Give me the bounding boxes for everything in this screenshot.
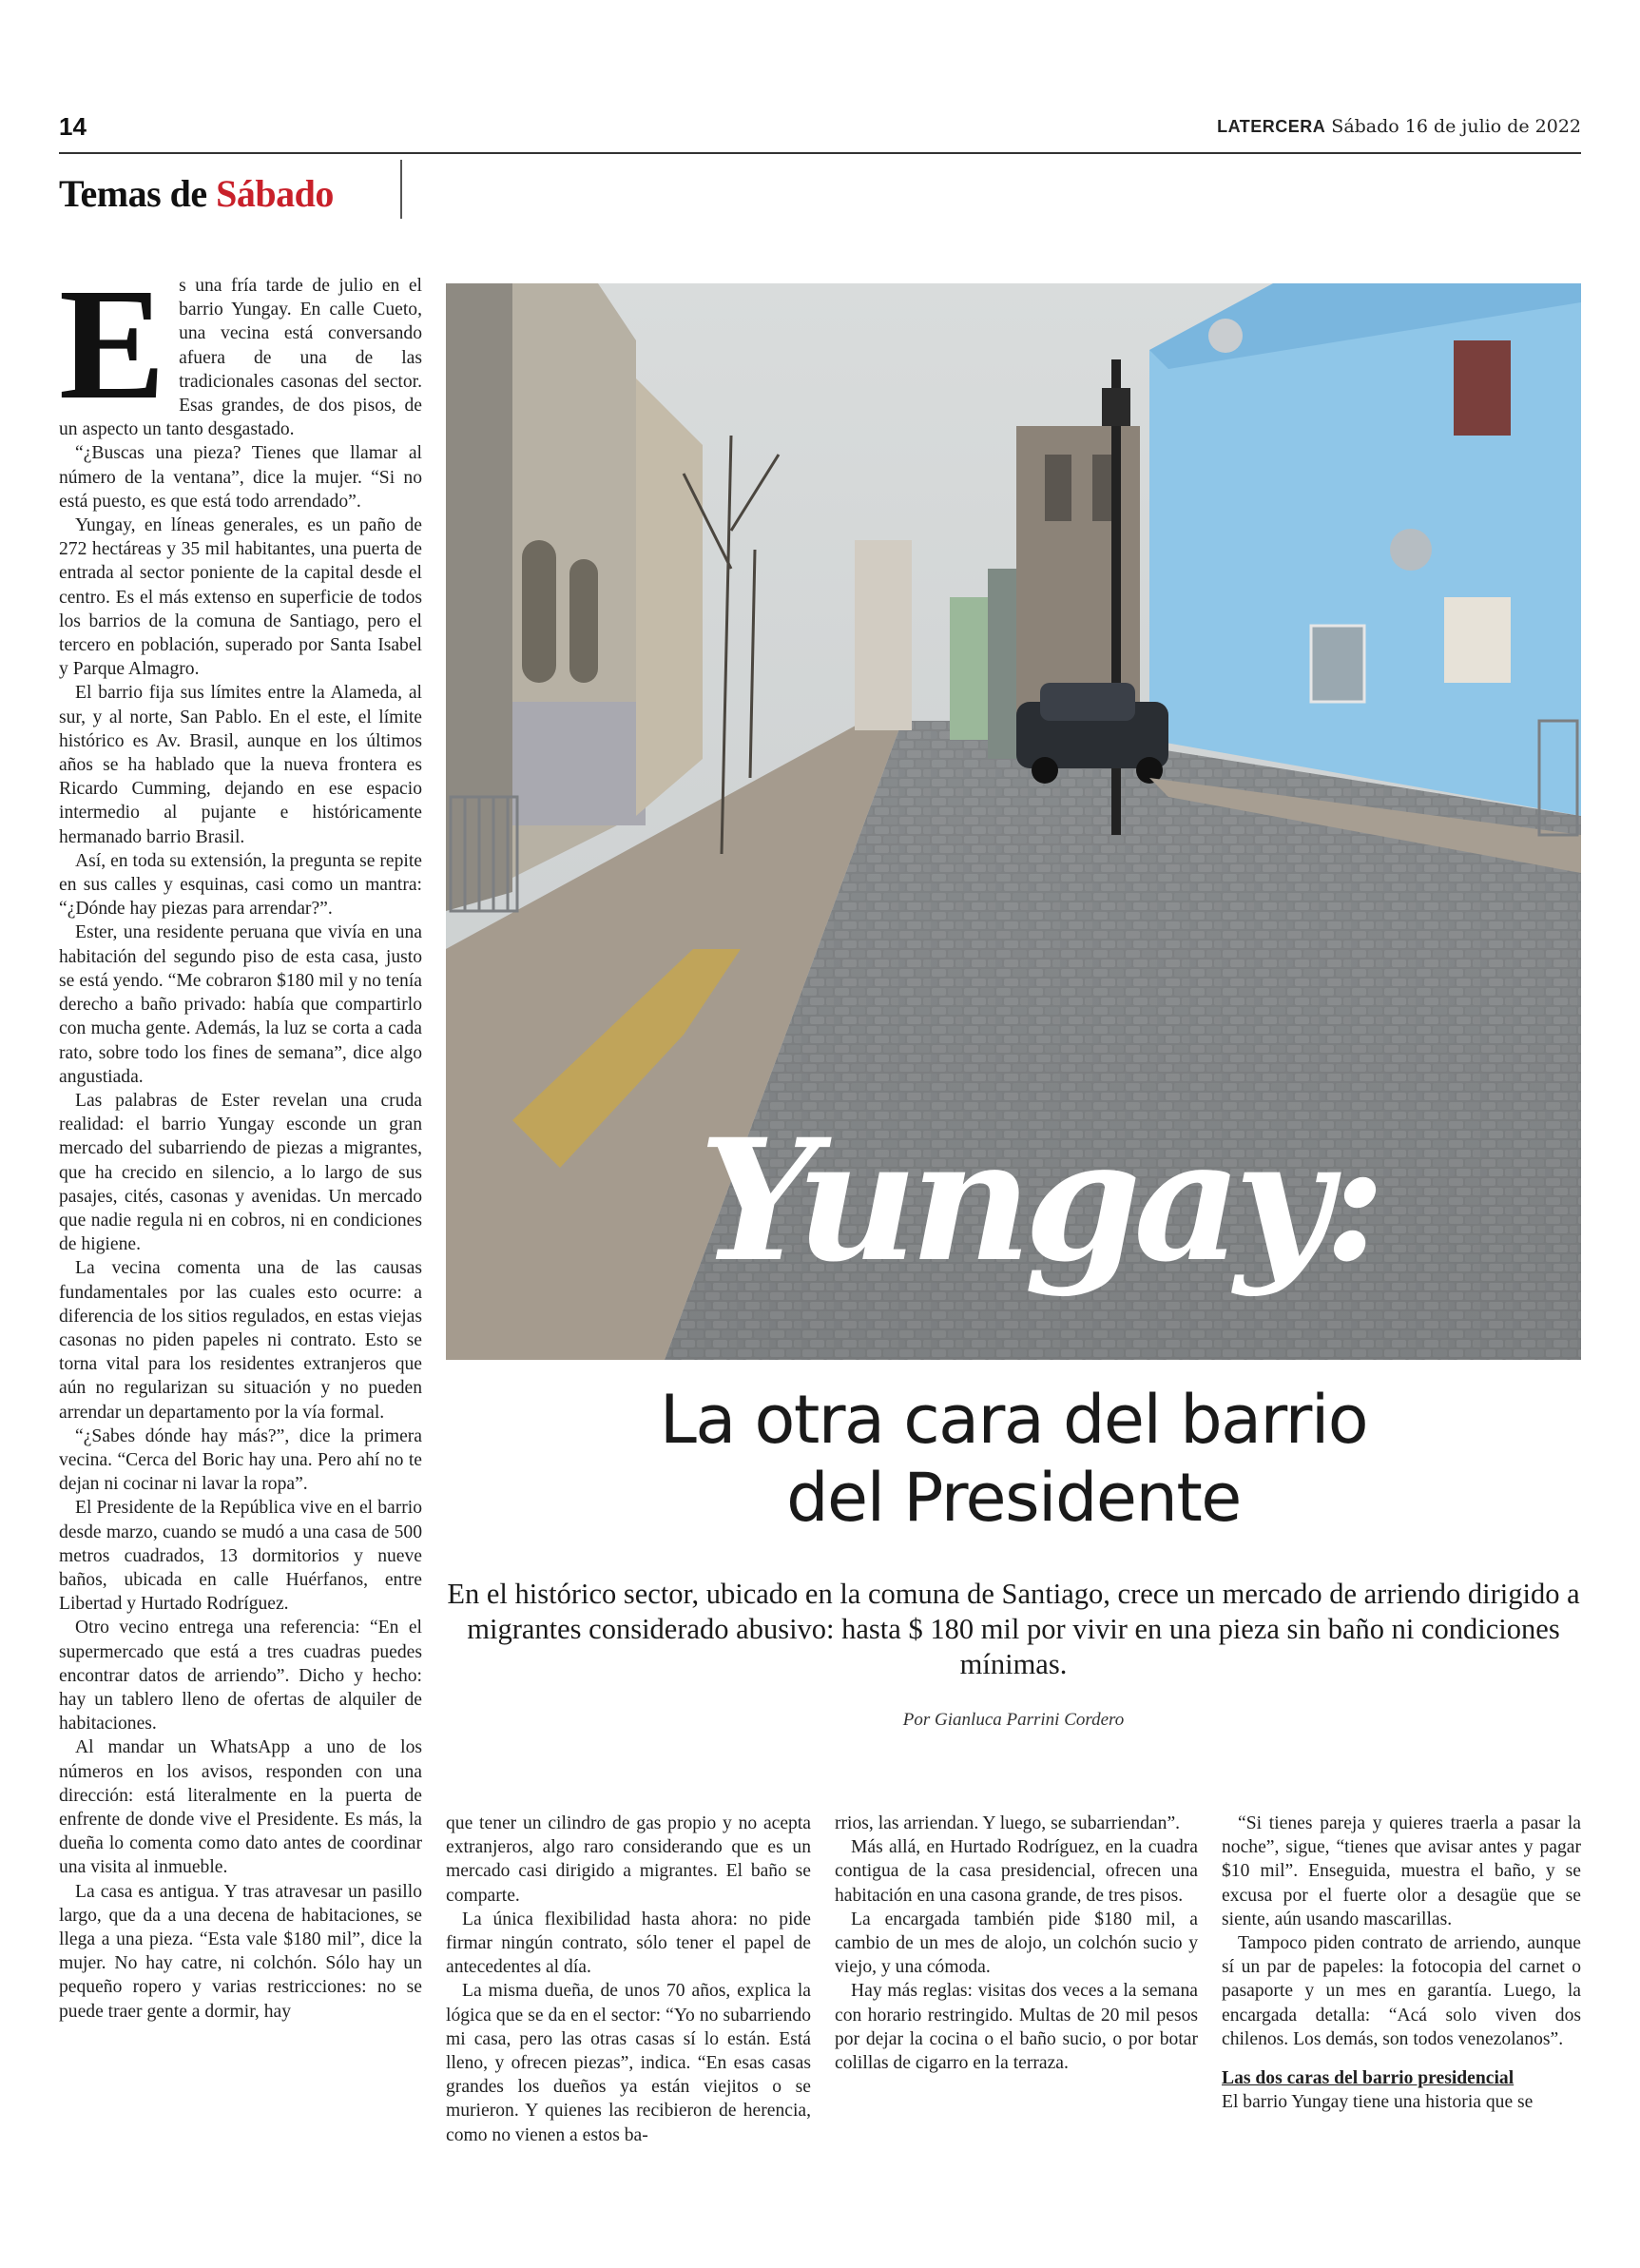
- newspaper-brand: LATERCERA: [1217, 117, 1326, 136]
- paragraph: s una fría tarde de julio en el barrio Yungay. En calle Cueto, una vecina está conversando afuera de una de las tradicionales casonas del sector. Esas grandes, de dos pisos, de un aspecto un tanto desgastado.: [59, 276, 422, 440]
- headline-line-2: del Presidente: [786, 1459, 1241, 1537]
- masthead: [1217, 116, 1581, 137]
- section-label: [59, 171, 334, 216]
- deck: En el histórico sector, ubicado en la comuna de Santiago, crece un mercado de arriendo dirigido a migrantes considerado abusivo: hasta $ 180 mil por vivir en una pieza sin baño ni condiciones mínimas.: [447, 1578, 1580, 1680]
- paragraph: “Si tienes pareja y quieres traerla a pasar la noche”, sigue, “tienes que avisar antes y pagar $10 mil”. Enseguida, muestra el baño, y se excusa por el fuerte olor a desagüe que se siente, aún usando mascarillas.: [1222, 1813, 1581, 1929]
- paragraph: Las palabras de Ester revelan una cruda realidad: el barrio Yungay esconde un gran mercado del subarriendo de piezas a migrantes, que ha crecido en silencio, a lo largo de sus pasajes, cités, casonas y avenidas. Un mercado que nadie regula ni en cobros, ni en condiciones de higiene.: [59, 1090, 422, 1255]
- article-column-3: [835, 1812, 1198, 2125]
- header-rule: [59, 152, 1581, 154]
- paragraph: Yungay, en líneas generales, es un paño de 272 hectáreas y 35 mil habitantes, una puerta de entrada al sector poniente de la capital desde el centro. Es el más extenso en superficie de todos los barrios de la comuna de Santiago, pero el tercero en población, superado por Santa Isabel y Parque Almagro.: [59, 515, 422, 680]
- section-label-second: Sábado: [216, 172, 334, 215]
- page-number: 14: [59, 112, 87, 141]
- paragraph: rrios, las arriendan. Y luego, se subarriendan”.: [835, 1813, 1181, 1833]
- article-column-4: [1222, 1812, 1581, 2125]
- paragraph: “¿Buscas una pieza? Tienes que llamar al número de la ventana”, dice la mujer. “Si no está puesto, es que está todo arrendado”.: [59, 443, 422, 512]
- paragraph: La misma dueña, de unos 70 años, explica la lógica que se da en el sector: “Yo no subarriendo mi casa, pero las otras casas sí lo están. Está lleno, y ofrecen piezas”, indica. “En esas casas grandes los dueños ya están viejitos o se murieron. Y quienes las recibieron de herencia, como no vienen a estos ba-: [446, 1981, 811, 2145]
- paragraph: Más allá, en Hurtado Rodríguez, en la cuadra contigua de la casa presidencial, ofrecen una habitación en una casona grande, de tres pisos.: [835, 1837, 1198, 1906]
- headline-line-1: La otra cara del barrio: [659, 1381, 1368, 1459]
- paragraph: Tampoco piden contrato de arriendo, aunque sí un par de papeles: la fotocopia del carnet o pasaporte y un mes en garantía. Luego, la encargada detalla: “Acá solo viven dos chilenos. Los demás, son todos venezolanos”.: [1222, 1933, 1581, 2049]
- paragraph: Hay más reglas: visitas dos veces a la semana con horario restringido. Multas de 20 mil pesos por dejar la cocina o el baño sucio, o por botar colillas de cigarro en la terraza.: [835, 1981, 1198, 2074]
- paragraph: “¿Sabes dónde hay más?”, dice la primera vecina. “Cerca del Boric hay una. Pero ahí no te dejan ni cocinar ni lavar la ropa”.: [59, 1425, 422, 1495]
- section-divider: [400, 160, 402, 219]
- issue-date: Sábado 16 de julio de 2022: [1331, 116, 1581, 137]
- paragraph: Así, en toda su extensión, la pregunta se repite en sus calles y esquinas, casi como un mantra: “¿Dónde hay piezas para arrendar?”.: [59, 850, 422, 920]
- paragraph: El barrio Yungay tiene una historia que se: [1222, 2092, 1534, 2113]
- paragraph: que tener un cilindro de gas propio y no acepta extranjeros, algo raro considerando que es un mercado casi dirigido a migrantes. El baño se comparte.: [446, 1813, 811, 1906]
- paragraph: Ester, una residente peruana que vivía en una habitación del segundo piso de esta casa, justo se está yendo. “Me cobraron $180 mil y no tenía derecho a baño privado: había que compartirlo con mucha gente. Además, la luz se corta a cada rato, sobre todo los fines de semana”, dice algo angustiada.: [59, 922, 422, 1087]
- paragraph: Otro vecino entrega una referencia: “En el supermercado que está a tres cuadras puedes encontrar datos de arriendo”. Dicho y hecho: hay un tablero lleno de ofertas de alquiler de habitaciones.: [59, 1618, 422, 1735]
- headline: [446, 1381, 1581, 1537]
- paragraph: La vecina comenta una de las causas fundamentales por las cuales esto ocurre: a diferencia de los sitios regulados, en estas viejas casonas no piden papeles ni contrato. Esto se torna vital para los residentes extranjeros que aún no regularizan su situación y no pueden arrendar un departamento por la vía formal.: [59, 1258, 422, 1423]
- drop-cap: E: [59, 256, 166, 433]
- subhead: Las dos caras del barrio presidencial: [1222, 2068, 1515, 2089]
- section-label-first: Temas de: [59, 172, 207, 215]
- article-column-2: [446, 1812, 811, 2145]
- article-column-1: [59, 256, 422, 2119]
- paragraph: El Presidente de la República vive en el barrio desde marzo, cuando se mudó a una casa de 500 metros cuadrados, 13 dormitorios y nueve baños, ubicada en calle Huérfanos, entre Libertad y Hurtado Rodríguez.: [59, 1498, 422, 1615]
- paragraph: Al mandar un WhatsApp a uno de los números en los avisos, responden con una dirección: está literalmente en la puerta de enfrente de donde vive el Presidente. Es más, la dueña lo comenta como dato antes de coordinar una visita al inmueble.: [59, 1737, 422, 1878]
- paragraph: La encargada también pide $180 mil, a cambio de un mes de alojo, un colchón sucio y viejo, y una cómoda.: [835, 1909, 1198, 1978]
- photo-overlay-title: Yungay:: [699, 1102, 1379, 1299]
- paragraph: La casa es antigua. Y tras atravesar un pasillo largo, que da a una decena de habitaciones, se llega a una pieza. “Esta vale $180 mil”, dice la mujer. No hay catre, ni colchón. Sólo hay un pequeño ropero y varias restricciones: no se puede traer gente a dormir, hay: [59, 1881, 422, 2022]
- paragraph: El barrio fija sus límites entre la Alameda, al sur, y al norte, San Pablo. En el este, el límite histórico es Av. Brasil, aunque en los últimos años se ha hablado que la nueva frontera es Ricardo Cumming, dejando en ese espacio intermedio al pujante e históricamente hermanado barrio Brasil.: [59, 683, 422, 847]
- byline: Por Gianluca Parrini Cordero: [902, 1710, 1125, 1730]
- paragraph: La única flexibilidad hasta ahora: no pide firmar ningún contrato, sólo tener el papel de antecedentes al día.: [446, 1909, 811, 1978]
